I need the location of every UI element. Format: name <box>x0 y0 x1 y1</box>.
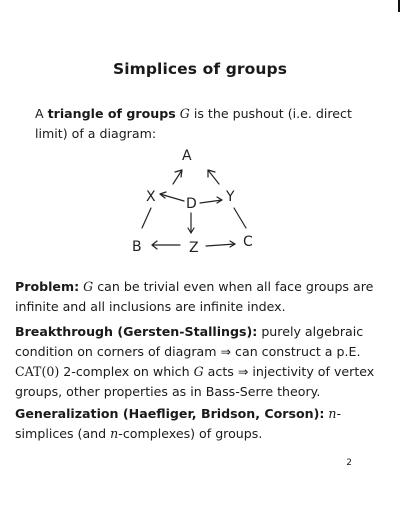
triangle-diagram <box>118 140 278 260</box>
breakthrough-paragraph <box>15 322 385 402</box>
page-number: 2 <box>346 458 352 468</box>
arrow-z-to-c <box>206 244 235 246</box>
intro-group-var: G <box>179 106 190 121</box>
intro-term: triangle of groups <box>47 106 176 121</box>
arrow-x-to-b <box>142 208 151 228</box>
problem-group-var: G <box>83 279 94 294</box>
generalization-var-1: n <box>328 406 337 421</box>
breakthrough-cat: CAT(0) <box>15 364 60 379</box>
problem-paragraph <box>15 277 385 317</box>
node-y: Y <box>226 189 235 205</box>
breakthrough-text-2: 2-complex on which <box>59 364 194 379</box>
breakthrough-label: Breakthrough (Gersten-Stallings): <box>15 324 258 339</box>
generalization-text-1: -simplices (and <box>15 406 342 441</box>
node-x: X <box>146 189 156 205</box>
node-c: C <box>243 234 253 250</box>
problem-text: can be trivial even when all face groups are infinite and all inclusions are infinite index. <box>15 279 374 314</box>
intro-pre: A <box>35 106 48 121</box>
intro-text <box>15 104 385 144</box>
arrow-y-to-c <box>234 208 246 228</box>
problem-label: Problem: <box>15 279 80 294</box>
breakthrough-text-1: purely algebraic condition on corners of diagram ⇒ can construct a p.E. <box>15 324 364 359</box>
intro-paragraph <box>15 104 385 144</box>
node-a: A <box>182 148 192 164</box>
intro-post: is the pushout (i.e. direct limit) of a diagram: <box>35 106 352 141</box>
breakthrough-group-var: G <box>193 364 204 379</box>
generalization-var-2: n <box>110 426 119 441</box>
breakthrough-text-3: acts ⇒ injectivity of vertex groups, other properties as in Bass-Serre theory. <box>15 364 375 399</box>
slide-title: Simplices of groups <box>112 60 288 78</box>
generalization-paragraph <box>15 404 385 444</box>
node-b: B <box>132 239 142 255</box>
generalization-label: Generalization (Haefliger, Bridson, Corson): <box>15 406 325 421</box>
generalization-text-2: -complexes) of groups. <box>118 426 263 441</box>
node-z: Z <box>189 240 199 256</box>
node-d: D <box>186 196 197 212</box>
